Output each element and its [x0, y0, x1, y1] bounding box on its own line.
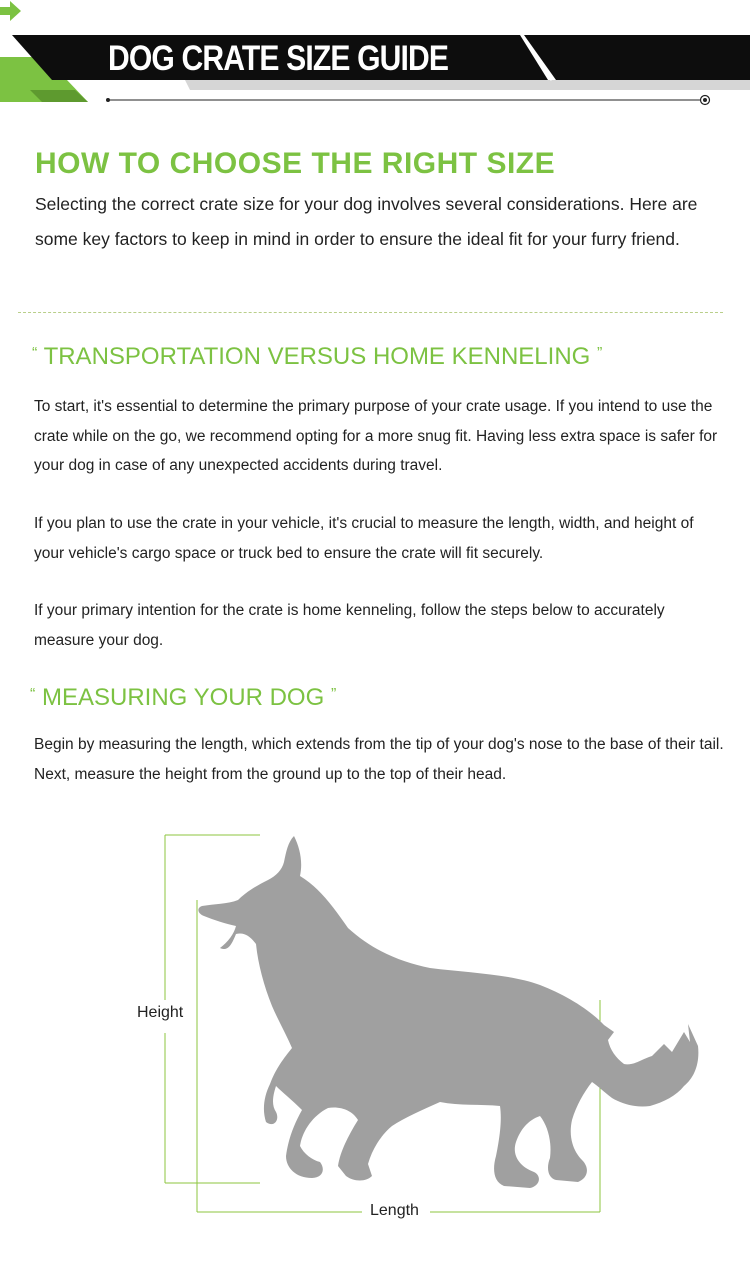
banner-black-bar-right	[524, 35, 750, 80]
main-heading: HOW TO CHOOSE THE RIGHT SIZE	[35, 147, 556, 180]
open-quote: “	[30, 686, 36, 703]
banner-title: DOG CRATE SIZE GUIDE	[108, 39, 449, 78]
rule-end-dot	[703, 98, 707, 102]
measure-heading-text: MEASURING YOUR DOG	[42, 684, 325, 711]
transport-paragraph-2: If you plan to use the crate in your vehicle, it's crucial to measure the length, width, and height of your vehicle's cargo space or truck bed to ensure the crate will fit securely.	[34, 515, 694, 562]
close-quote: ”	[330, 686, 337, 703]
transport-paragraph-1: To start, it's essential to determine the primary purpose of your crate usage. If you intend to use the crate while on the go, we recommend opting for a more snug fit. Having less extra space is safer for your dog in case of any unexpected accidents during travel.	[34, 398, 718, 474]
arrow-right-icon	[0, 0, 22, 22]
close-quote: ”	[596, 345, 603, 362]
intro-text: Selecting the correct crate size for your dog involves several considerations. Here are some key factors to keep in mind in order to ensure the ideal fit for your furry friend.	[35, 194, 698, 249]
measure-heading	[30, 683, 336, 713]
banner-grey-strip	[185, 80, 750, 90]
dashed-divider	[18, 312, 723, 313]
measure-paragraph: Begin by measuring the length, which extends from the tip of your dog's nose to the base of their tail. Next, measure the height from the ground up to the top of their head.	[34, 736, 724, 783]
dog-diagram-graphic	[0, 820, 750, 1240]
transport-heading-text: TRANSPORTATION VERSUS HOME KENNELING	[43, 343, 591, 370]
height-label: Height	[137, 1004, 184, 1021]
length-label: Length	[366, 1201, 423, 1221]
transport-paragraph-3: If your primary intention for the crate is home kenneling, follow the steps below to accurately measure your dog.	[34, 602, 665, 649]
dog-silhouette	[198, 836, 698, 1188]
rule-start-dot	[106, 98, 110, 102]
transport-heading	[32, 342, 602, 372]
header-banner	[0, 0, 750, 110]
open-quote: “	[32, 345, 38, 362]
measurement-diagram	[0, 820, 750, 1240]
